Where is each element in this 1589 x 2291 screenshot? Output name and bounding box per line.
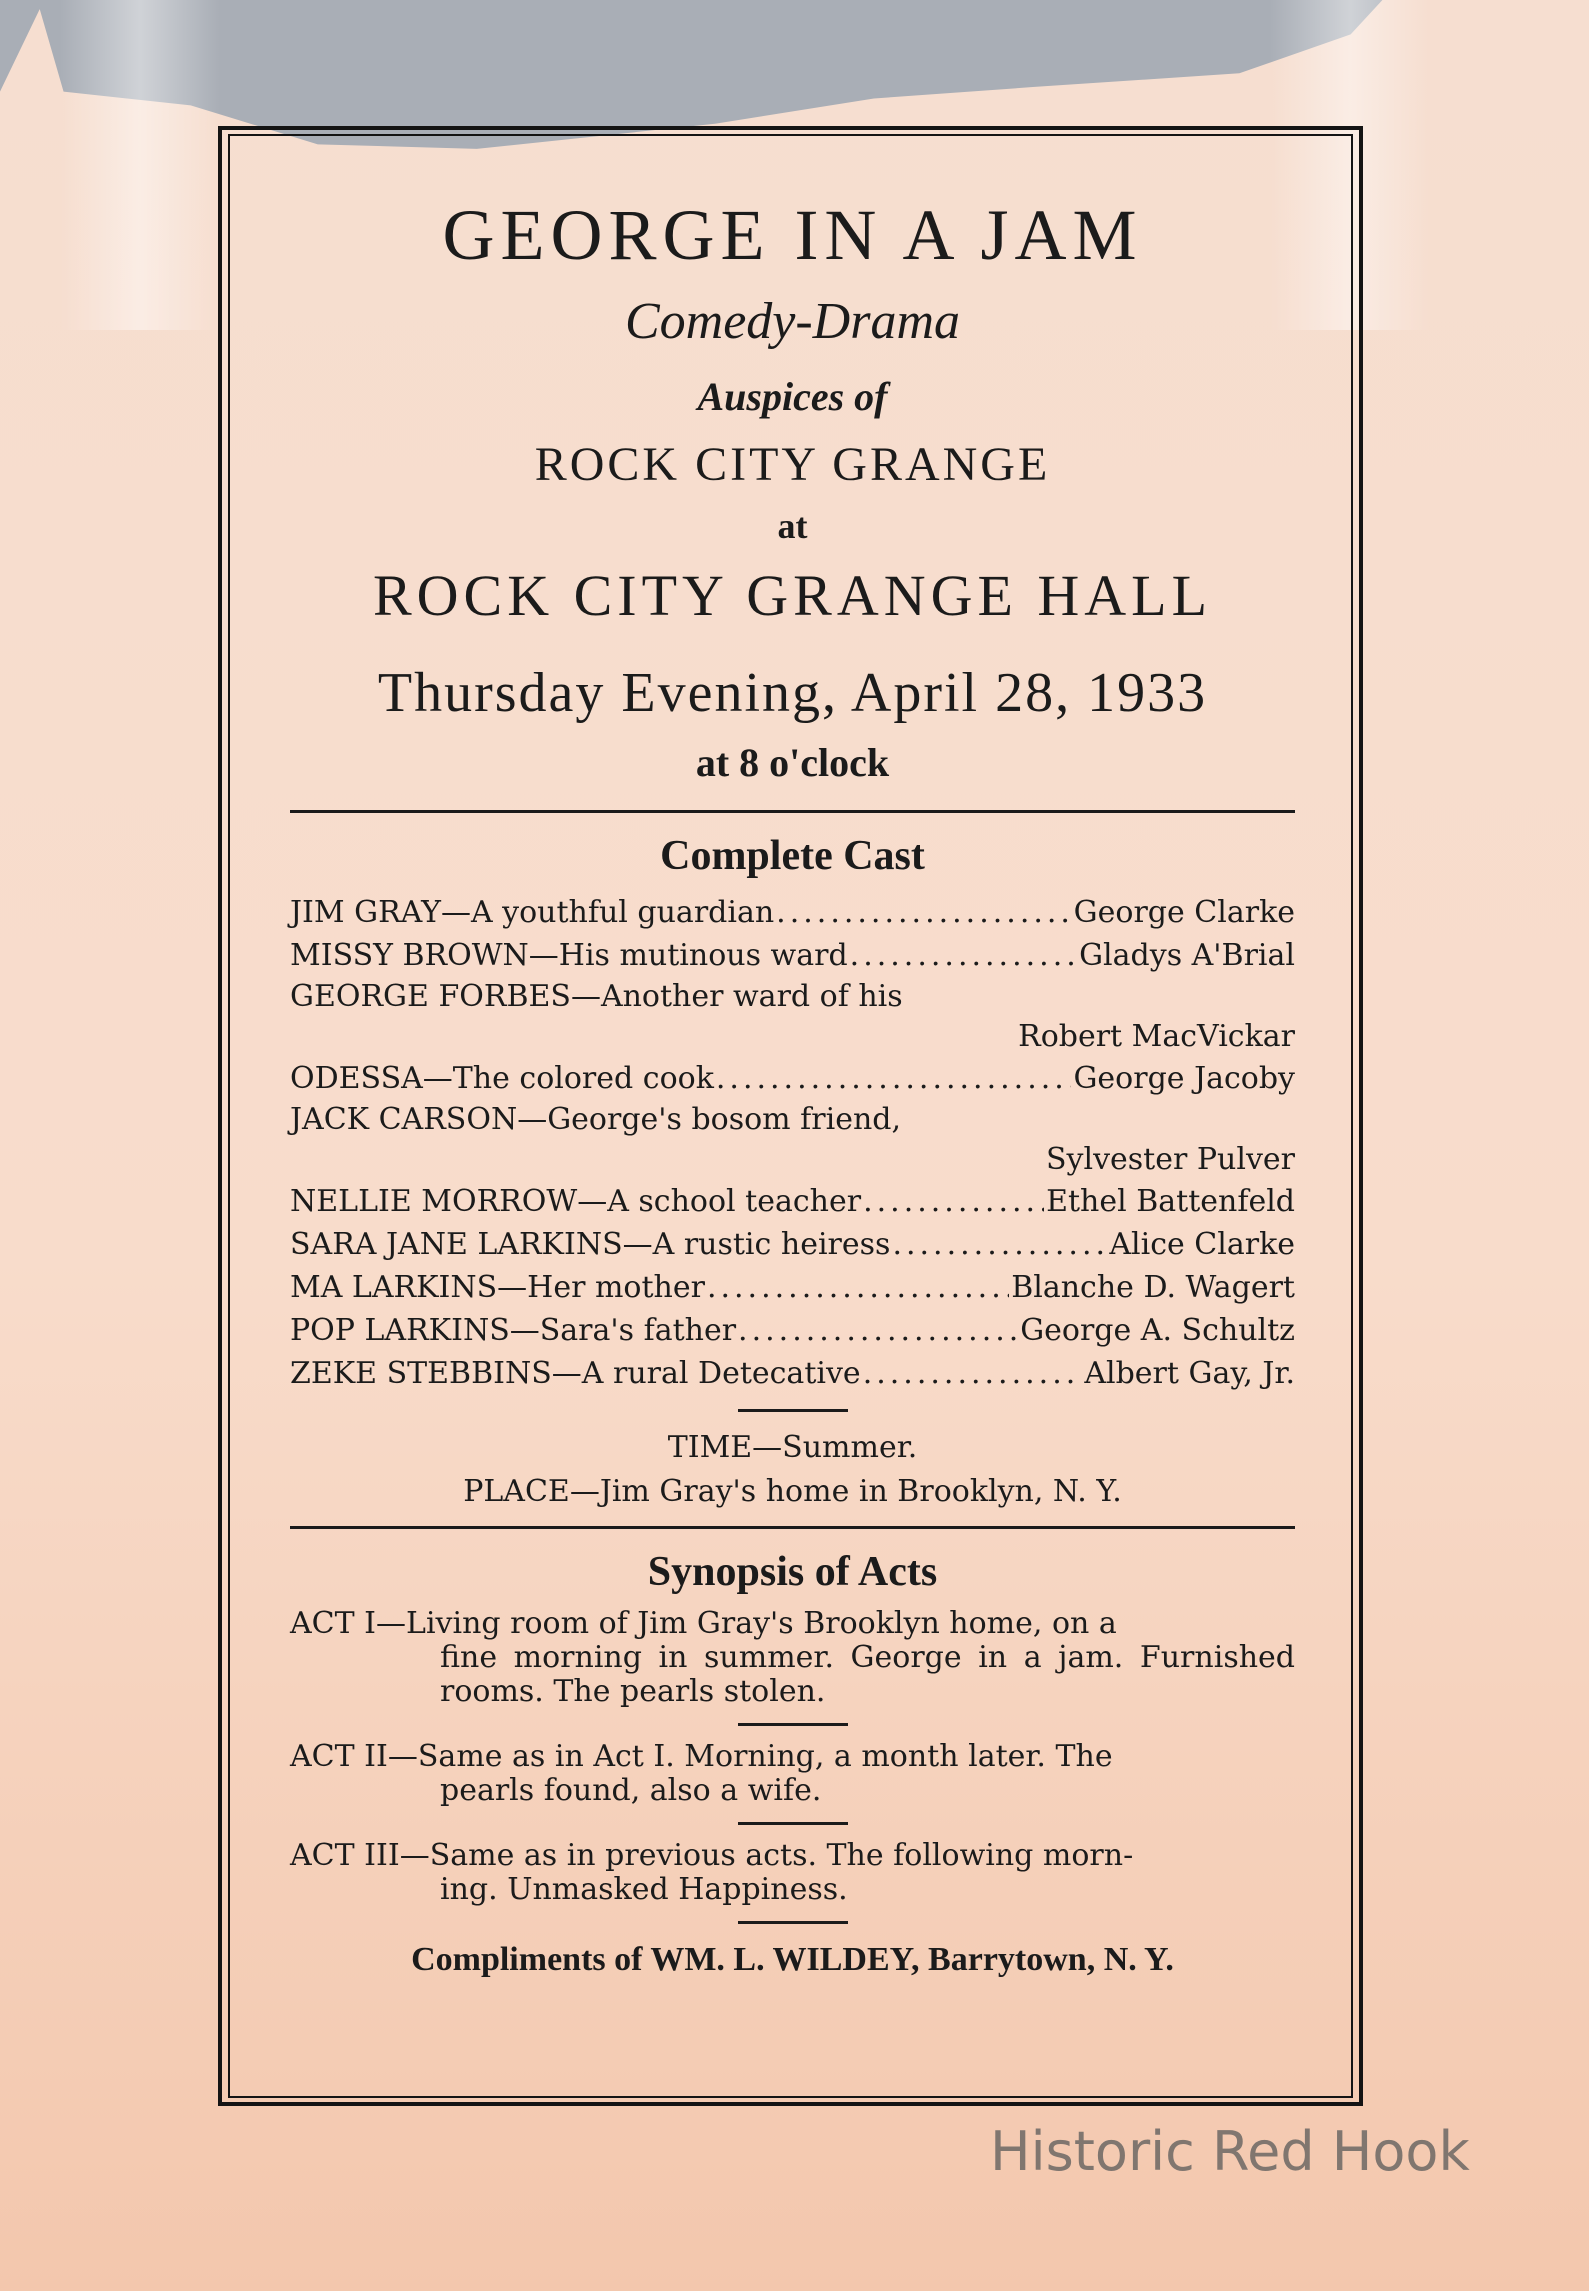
short-divider — [738, 1723, 848, 1726]
divider — [290, 810, 1295, 813]
short-divider — [738, 1409, 848, 1412]
cast-member: POP LARKINS—Sara's father ..... George A. Schultz — [290, 1309, 1295, 1352]
play-genre: Comedy-Drama — [624, 293, 961, 350]
cast-member: MISSY BROWN—His mutinous ward ..... Gladys A'Brial — [290, 934, 1295, 977]
act-description: ACT III—Same as in previous acts. The following morn- ing. Unmasked Happiness. — [290, 1838, 1134, 1907]
at-label: at — [777, 506, 808, 546]
cast-member: JACK CARSON—George's bosom friend, Sylvester Pulver — [290, 1102, 1295, 1177]
organization-name: ROCK CITY GRANGE — [534, 438, 1051, 491]
program-content — [290, 190, 1295, 1982]
cast-list — [290, 891, 1295, 1395]
divider — [290, 1526, 1295, 1529]
act-description: ACT II—Same as in Act I. Morning, a month later. The pearls found, also a wife. — [290, 1739, 1113, 1808]
short-divider — [738, 1921, 848, 1924]
cast-member: SARA JANE LARKINS—A rustic heiress ..... Alice Clarke — [290, 1223, 1295, 1266]
watermark: Historic Red Hook — [990, 2120, 1470, 2183]
cast-member: JIM GRAY—A youthful guardian ..... George Clarke — [290, 891, 1295, 934]
compliments-line: Compliments of WM. L. WILDEY, Barrytown, N. Y. — [411, 1941, 1174, 1978]
cast-heading: Complete Cast — [660, 833, 925, 879]
auspices-label: Auspices of — [697, 374, 888, 419]
cast-member: ZEKE STEBBINS—A rural Detecative ..... Albert Gay, Jr. — [290, 1352, 1295, 1395]
synopsis-heading: Synopsis of Acts — [647, 1549, 938, 1595]
setting-time: TIME—Summer. — [667, 1430, 918, 1465]
short-divider — [738, 1822, 848, 1825]
cast-member: ODESSA—The colored cook ..... George Jacoby — [290, 1057, 1295, 1100]
performance-time: at 8 o'clock — [695, 740, 890, 785]
setting-place: PLACE—Jim Gray's home in Brooklyn, N. Y. — [463, 1474, 1122, 1509]
act-description: ACT I—Living room of Jim Gray's Brooklyn home, on a fine morning in summer. George in a jam. Furnished rooms. The pearls stolen. — [290, 1606, 1295, 1709]
cast-member: GEORGE FORBES—Another ward of his Robert MacVickar — [290, 979, 1295, 1054]
venue-name: ROCK CITY GRANGE HALL — [372, 563, 1213, 628]
play-title: GEORGE IN A JAM — [442, 195, 1143, 275]
performance-date: Thursday Evening, April 28, 1933 — [377, 662, 1208, 724]
cast-member: MA LARKINS—Her mother ..... Blanche D. Wagert — [290, 1266, 1295, 1309]
cast-member: NELLIE MORROW—A school teacher ..... Ethel Battenfeld — [290, 1180, 1295, 1223]
